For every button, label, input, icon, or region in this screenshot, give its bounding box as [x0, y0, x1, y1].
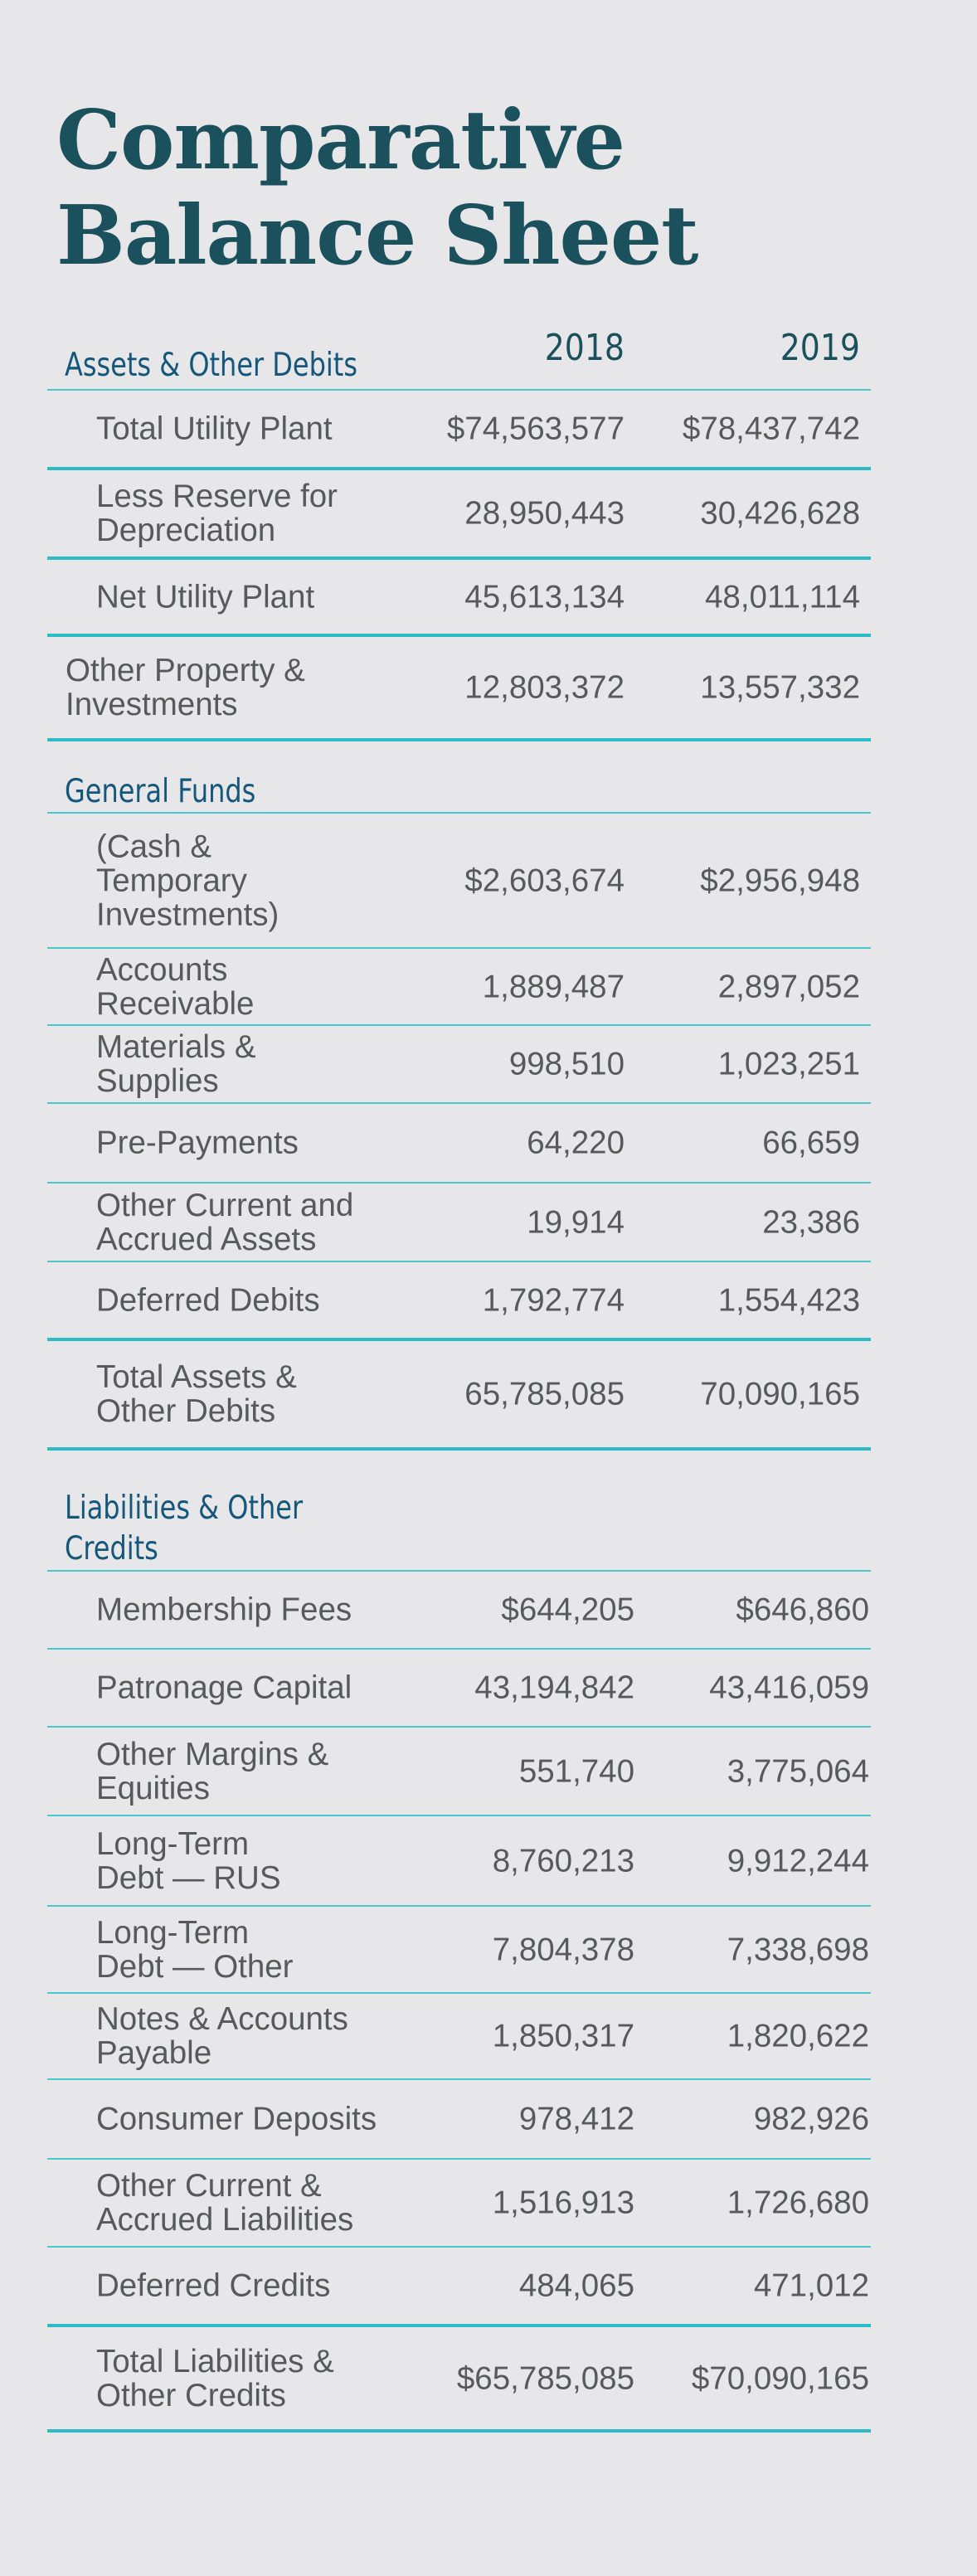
- row-label: Net Utility Plant: [96, 579, 315, 615]
- value-2018: 12,803,372: [464, 669, 625, 706]
- divider: [47, 1447, 871, 1451]
- value-2018: 998,510: [508, 1046, 625, 1082]
- value-2019: 1,820,622: [727, 2018, 869, 2054]
- section-heading-general-funds: General Funds: [65, 773, 256, 810]
- value-2018: $74,563,577: [446, 411, 625, 447]
- value-2019: 13,557,332: [700, 669, 860, 706]
- value-2019: $70,090,165: [691, 2360, 869, 2396]
- value-2019: $78,437,742: [682, 411, 860, 447]
- table-row: [47, 1572, 871, 1648]
- value-2019: $2,956,948: [700, 863, 860, 898]
- value-2018: 65,785,085: [464, 1376, 625, 1412]
- value-2019: 1,023,251: [717, 1046, 860, 1082]
- value-2018: $65,785,085: [456, 2360, 634, 2396]
- value-2018: 1,516,913: [492, 2185, 634, 2221]
- value-2018: 64,220: [527, 1125, 625, 1161]
- divider: [47, 2429, 871, 2433]
- table-row: [47, 637, 871, 738]
- row-label: Consumer Deposits: [96, 2101, 377, 2137]
- value-2019: 1,726,680: [727, 2185, 869, 2221]
- section-heading-liabilities: Liabilities & Other Credits: [65, 1490, 304, 1567]
- divider: [47, 738, 871, 741]
- row-label: Deferred Credits: [96, 2267, 331, 2304]
- table-row: [47, 1650, 871, 1726]
- value-2018: 28,950,443: [464, 495, 625, 532]
- row-label: (Cash & Temporary Investments): [96, 829, 279, 932]
- value-2019: 471,012: [753, 2267, 869, 2304]
- table-row: [47, 391, 871, 467]
- column-header-2018: 2018: [544, 327, 625, 369]
- table-row: [47, 470, 871, 557]
- row-label: Other Margins & Equities: [96, 1736, 329, 1806]
- title-line-2: Balance Sheet: [56, 188, 698, 284]
- row-label: Other Current & Accrued Liabilities: [96, 2168, 354, 2238]
- row-label: Materials & Supplies: [96, 1029, 256, 1099]
- value-2018: 43,194,842: [474, 1670, 634, 1706]
- value-2018: $644,205: [501, 1592, 634, 1628]
- value-2018: 1,850,317: [492, 2018, 634, 2054]
- value-2019: 70,090,165: [700, 1376, 860, 1412]
- table-row: [47, 1994, 871, 2078]
- value-2018: 1,889,487: [482, 969, 625, 1004]
- table-row: [47, 814, 871, 947]
- table-row-total-assets: [47, 1341, 871, 1447]
- row-label: Total Utility Plant: [96, 411, 333, 447]
- value-2018: 484,065: [518, 2267, 634, 2304]
- table-row: [47, 2080, 871, 2158]
- table-row: [47, 1026, 871, 1102]
- row-label: Accounts Receivable: [96, 951, 255, 1022]
- row-label: Long-Term Debt — Other: [96, 1914, 294, 1985]
- value-2019: 9,912,244: [727, 1843, 869, 1879]
- table-row: [47, 1816, 871, 1905]
- value-2018: 551,740: [518, 1753, 634, 1789]
- value-2019: 7,338,698: [727, 1932, 869, 1967]
- value-2019: 48,011,114: [705, 579, 860, 615]
- value-2019: 43,416,059: [709, 1670, 869, 1706]
- value-2019: 982,926: [753, 2101, 869, 2137]
- row-label: Other Current and Accrued Assets: [96, 1187, 354, 1257]
- value-2018: 45,613,134: [464, 579, 625, 615]
- section-heading-assets: Assets & Other Debits: [65, 347, 358, 384]
- title-line-1: Comparative: [56, 93, 625, 188]
- value-2018: 7,804,378: [492, 1932, 634, 1967]
- value-2018: 978,412: [518, 2101, 634, 2137]
- column-header-2019: 2019: [780, 327, 860, 369]
- table-row: [47, 1184, 871, 1261]
- value-2019: $646,860: [736, 1592, 869, 1628]
- value-2019: 30,426,628: [700, 495, 860, 532]
- row-label: Total Assets & Other Debits: [96, 1359, 297, 1429]
- row-label: Long-Term Debt — RUS: [96, 1825, 281, 1896]
- row-label: Less Reserve for Depreciation: [96, 479, 338, 548]
- value-2018: 19,914: [527, 1204, 625, 1240]
- value-2019: 1,554,423: [717, 1282, 860, 1318]
- row-label: Membership Fees: [96, 1592, 352, 1628]
- row-label: Pre-Payments: [96, 1125, 299, 1161]
- table-row: [47, 560, 871, 634]
- table-row: [47, 2160, 871, 2246]
- page-title: [56, 93, 698, 284]
- row-label: Deferred Debits: [96, 1282, 320, 1318]
- row-label: Other Property & Investments: [66, 653, 305, 722]
- value-2018: $2,603,674: [464, 863, 625, 898]
- row-label: Notes & Accounts Payable: [96, 2001, 348, 2071]
- value-2019: 2,897,052: [717, 969, 860, 1004]
- table-row: [47, 1907, 871, 1992]
- value-2018: 1,792,774: [482, 1282, 625, 1318]
- table-row: [47, 1104, 871, 1182]
- table-row: [47, 2248, 871, 2324]
- row-label: Patronage Capital: [96, 1670, 352, 1706]
- row-label: Total Liabilities & Other Credits: [96, 2343, 334, 2413]
- table-row: [47, 949, 871, 1024]
- table-row: [47, 1728, 871, 1815]
- table-row: [47, 1262, 871, 1338]
- value-2019: 3,775,064: [727, 1753, 869, 1789]
- table-row-total-liabilities: [47, 2327, 871, 2429]
- value-2019: 66,659: [762, 1125, 860, 1161]
- value-2018: 8,760,213: [492, 1843, 634, 1879]
- value-2019: 23,386: [762, 1204, 860, 1240]
